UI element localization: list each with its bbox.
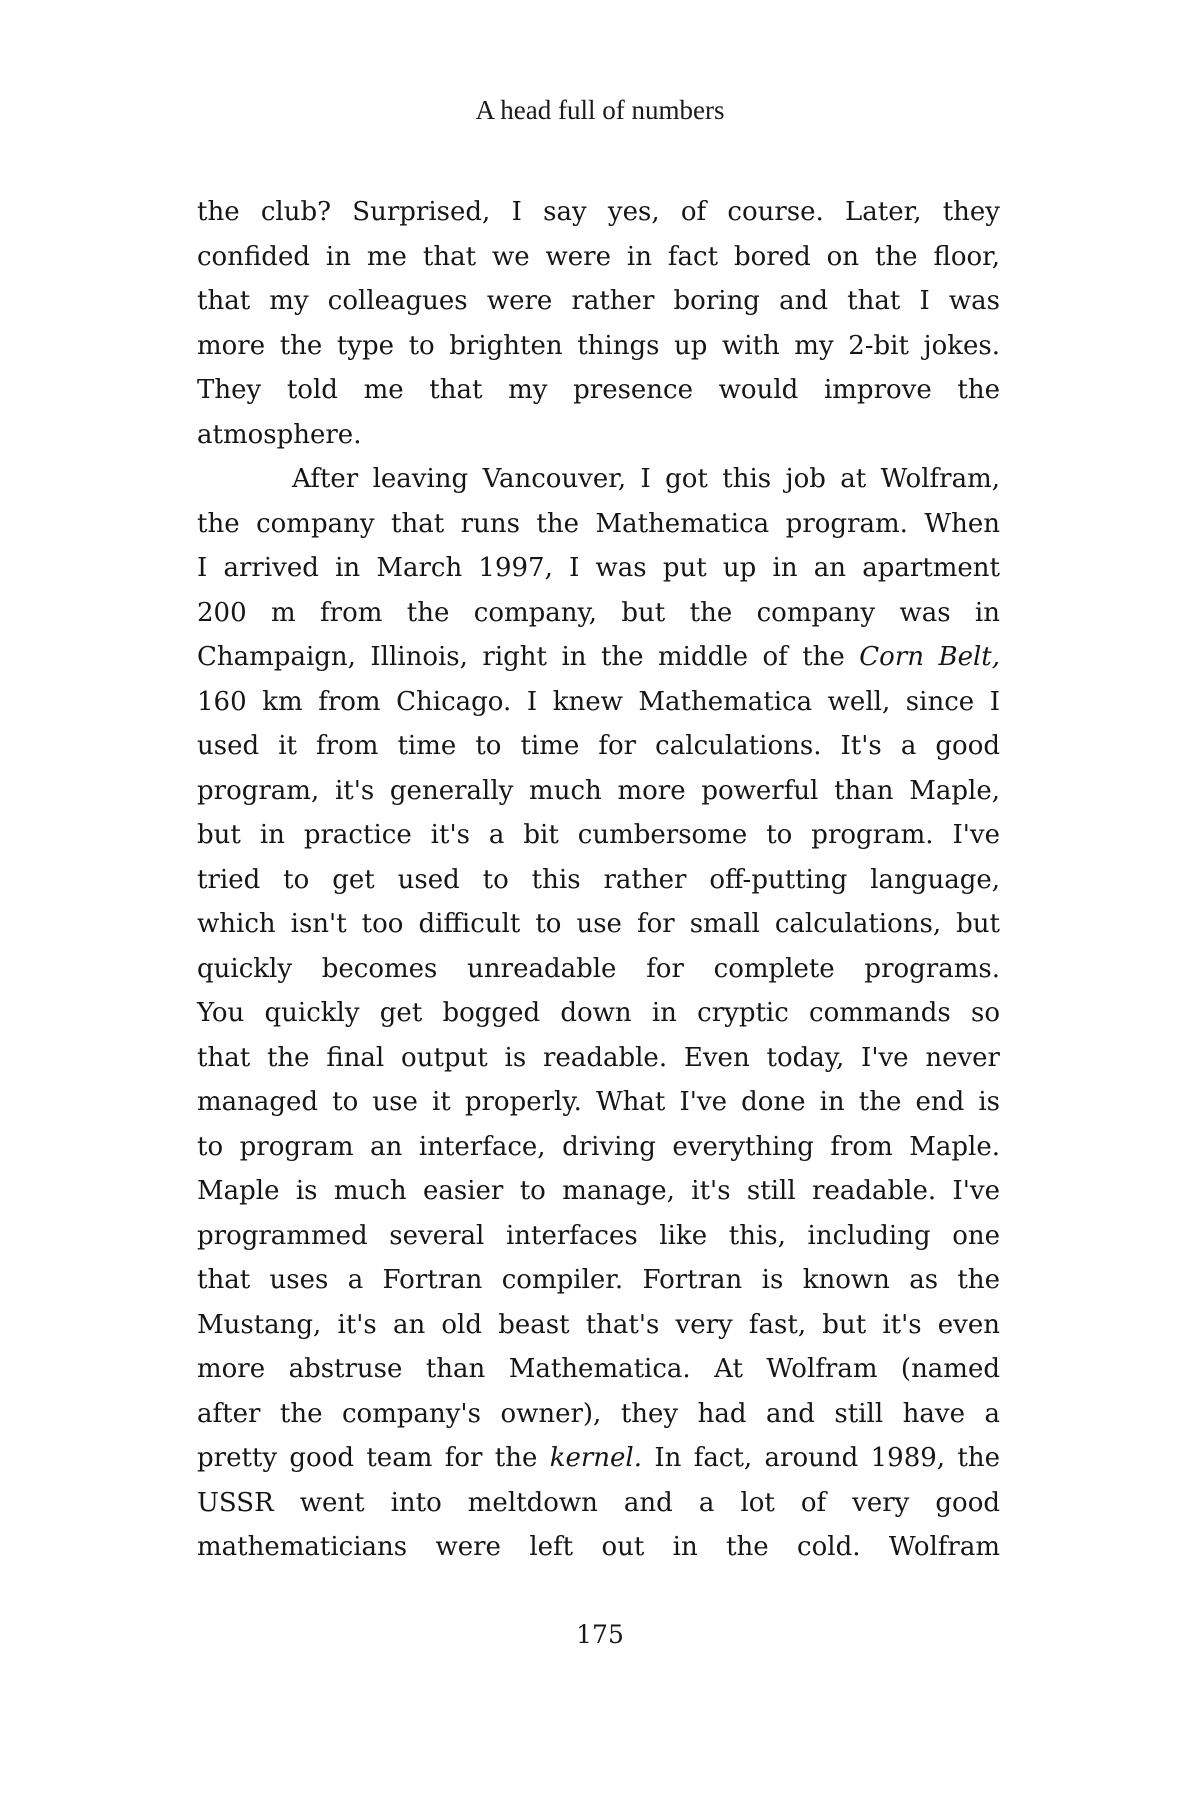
- text-line: more abstruse than Mathematica. At Wolfram (named: [197, 1354, 1000, 1384]
- text-line: Mustang, it's an old beast that's very fast, but it's even: [197, 1309, 1000, 1340]
- text-line: I arrived in March 1997, I was put up in an apartment: [197, 553, 1000, 583]
- text-line: that uses a Fortran compiler. Fortran is known as the: [197, 1265, 1000, 1295]
- text-line: that my colleagues were rather boring and that I was: [197, 286, 1000, 316]
- text-line: atmosphere.: [197, 419, 362, 450]
- text-line: Champaign, Illinois, right in the middle of the Corn Belt,: [197, 642, 1000, 672]
- text-line: 160 km from Chicago. I knew Mathematica well, since I: [197, 686, 1000, 717]
- running-head: A head full of numbers: [475, 95, 725, 125]
- emphasis-text: kernel.: [549, 1443, 643, 1473]
- text-line: but in practice it's a bit cumbersome to program. I've: [197, 820, 1000, 850]
- page-number: 175: [576, 1620, 624, 1649]
- text-line: program, it's generally much more powerful than Maple,: [197, 775, 1000, 806]
- text-line: 200 m from the company, but the company was in: [197, 597, 1000, 628]
- text-line: used it from time to time for calculations. It's a good: [197, 731, 1000, 761]
- text-line: mathematicians were left out in the cold. Wolfram: [197, 1532, 1000, 1562]
- text-line: that the final output is readable. Even today, I've never: [197, 1042, 1000, 1073]
- text-line: programmed several interfaces like this, including one: [197, 1220, 1000, 1251]
- text-line: to program an interface, driving everything from Maple.: [197, 1131, 1000, 1162]
- text-line: quickly becomes unreadable for complete programs.: [197, 953, 1000, 984]
- text-line: pretty good team for the kernel. In fact, around 1989, the: [197, 1443, 1000, 1473]
- text-line: the company that runs the Mathematica program. When: [197, 508, 1000, 539]
- text-line: USSR went into meltdown and a lot of very good: [197, 1487, 1000, 1518]
- text-line: more the type to brighten things up with my 2-bit jokes.: [197, 330, 1000, 361]
- text-line: the club? Surprised, I say yes, of course. Later, they: [197, 197, 1000, 227]
- text-line: After leaving Vancouver, I got this job at Wolfram,: [292, 464, 1000, 494]
- text-line: which isn't too difficult to use for small calculations, but: [197, 909, 1000, 939]
- text-line: confided in me that we were in fact bored on the floor,: [197, 241, 1000, 272]
- text-line: They told me that my presence would improve the: [197, 375, 1000, 405]
- text-line: managed to use it properly. What I've done in the end is: [197, 1087, 1000, 1117]
- text-line: after the company's owner), they had and still have a: [197, 1398, 1000, 1429]
- text-line: tried to get used to this rather off-putting language,: [197, 864, 1000, 895]
- text-line: Maple is much easier to manage, it's still readable. I've: [197, 1176, 1000, 1206]
- body-text: [197, 190, 1000, 1570]
- text-line: You quickly get bogged down in cryptic commands so: [197, 998, 1000, 1028]
- emphasis-text: Corn Belt,: [859, 642, 1000, 672]
